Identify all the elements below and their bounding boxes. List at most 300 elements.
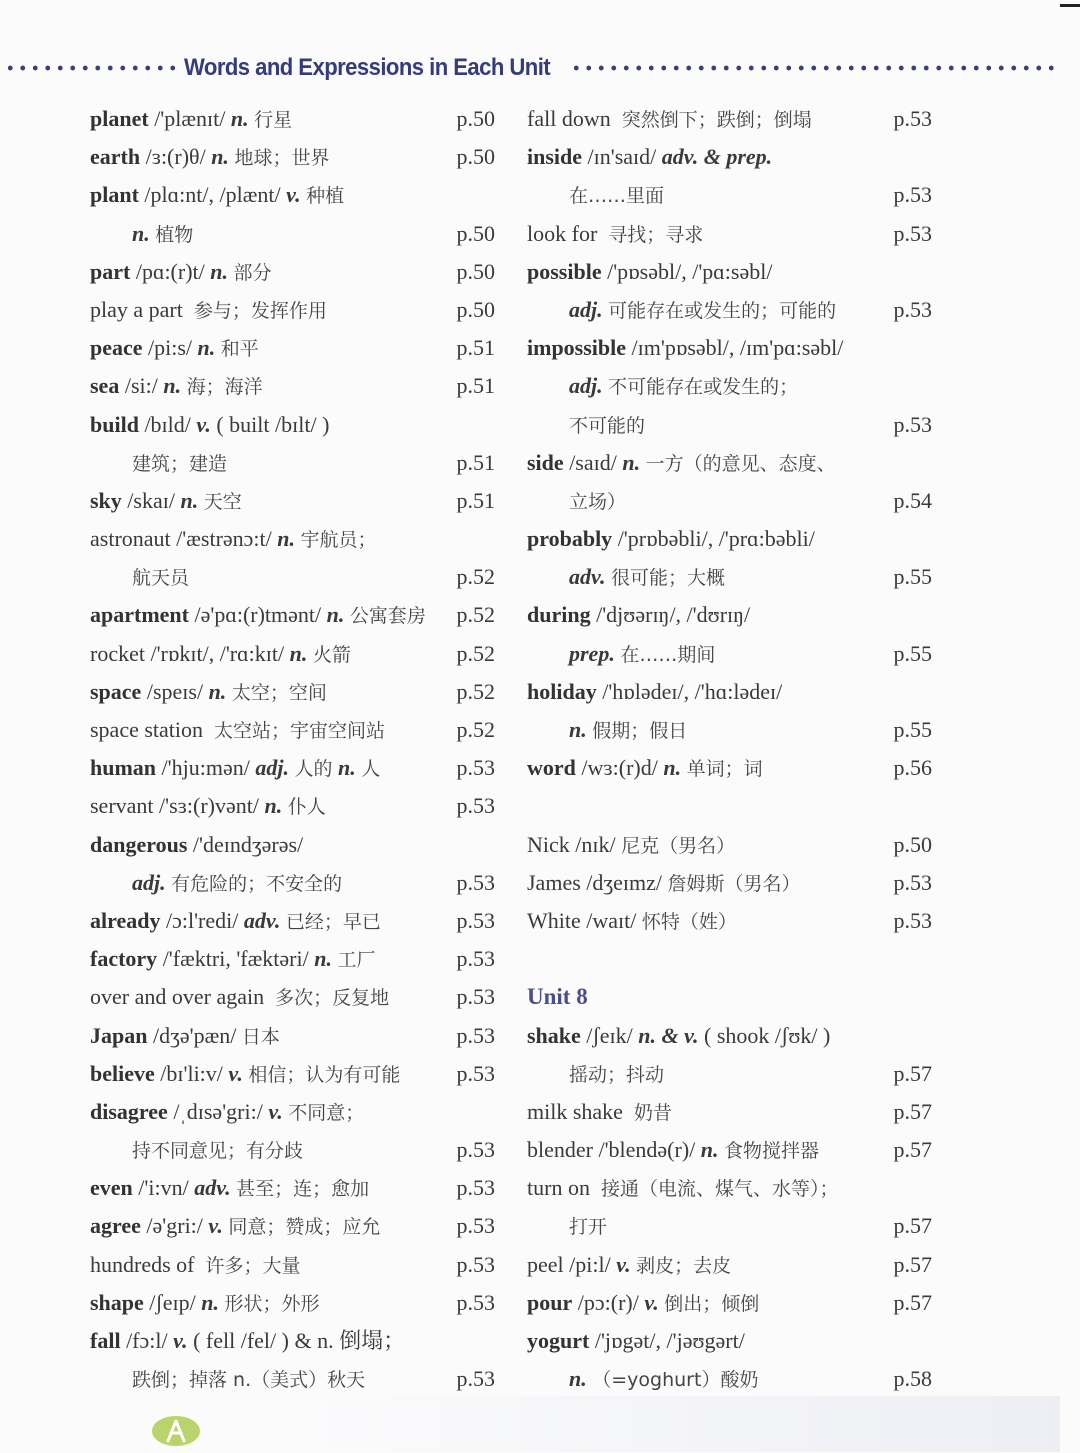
entry-text — [90, 787, 326, 826]
phonetic: /'hɒlədeɪ/, /'hɑ:lədeɪ/ — [602, 678, 783, 704]
entry-text — [527, 864, 801, 903]
list-item — [90, 558, 495, 596]
phonetic: /speɪs/ — [146, 678, 204, 704]
translation: 种植 — [306, 185, 345, 208]
page-ref: p.57 — [893, 1098, 932, 1124]
translation: 立场） — [569, 490, 627, 513]
translation: 倒出；倾倒 — [664, 1292, 760, 1315]
translation: 在……里面 — [569, 185, 665, 208]
list-item — [527, 978, 932, 1016]
entry-text — [527, 253, 772, 291]
phrase: play a part — [90, 296, 183, 322]
phonetic: /ˌdɪsə'gri:/ — [173, 1098, 263, 1124]
part-of-speech: n. — [663, 755, 682, 781]
entry-text — [527, 1169, 838, 1208]
translation: 持不同意见；有分歧 — [132, 1140, 304, 1163]
dotted-rule-left — [4, 65, 176, 71]
entry-text — [90, 1284, 320, 1323]
translation: 航天员 — [132, 567, 190, 590]
page-ref: p.50 — [456, 296, 495, 322]
phonetic: /'deɪndʒərəs/ — [192, 831, 304, 857]
translation: 和平 — [220, 338, 259, 361]
page-ref: p.53 — [456, 793, 495, 819]
list-item — [90, 711, 495, 749]
phonetic: /'sɜ:(r)vənt/ — [159, 793, 259, 819]
page-ref: p.57 — [893, 1060, 932, 1086]
translation: 不可能存在或发生的； — [608, 376, 799, 399]
phonetic: /'blendə(r)/ — [598, 1137, 696, 1163]
list-item — [90, 253, 495, 291]
phonetic: /dʒə'pæn/ — [152, 1022, 237, 1048]
page-ref: p.58 — [893, 1366, 932, 1392]
entry-text — [90, 1246, 301, 1285]
page-ref: p.53 — [456, 1251, 495, 1277]
translation: 奶昔 — [633, 1101, 672, 1124]
entry-text — [90, 100, 292, 139]
phonetic: /'rɒkɪt/, /'rɑ:kɪt/ — [150, 640, 285, 666]
phonetic: /bɪ'li:v/ — [160, 1060, 223, 1086]
part-of-speech: n. — [264, 793, 283, 819]
page-ref: p.50 — [456, 106, 495, 131]
entry-text — [527, 558, 725, 597]
entry-text — [90, 978, 389, 1017]
list-item — [90, 329, 495, 367]
translation: 甚至；连；愈加 — [236, 1178, 370, 1201]
headword: human — [90, 755, 157, 781]
headword: agree — [90, 1213, 141, 1239]
phonetic: /si:/ — [124, 373, 158, 399]
headword: space — [90, 678, 142, 704]
headword: fall — [90, 1328, 121, 1353]
list-item — [90, 215, 495, 253]
page-ref: p.53 — [893, 220, 932, 246]
page-ref: p.53 — [893, 182, 932, 208]
phrase: over and over again — [90, 984, 265, 1010]
headword: shake — [527, 1022, 581, 1048]
headword: yogurt — [527, 1328, 590, 1353]
entry-text — [90, 367, 263, 406]
list-item — [527, 596, 932, 634]
page-ref: p.52 — [456, 640, 495, 666]
phrase: space station — [90, 717, 204, 742]
part-of-speech: adv. — [243, 907, 281, 933]
page-ref: p.55 — [893, 640, 932, 666]
part-of-speech: v. — [268, 1098, 283, 1124]
part-of-speech: n. — [622, 449, 641, 475]
entry-text — [527, 673, 782, 711]
entry-text — [90, 1131, 303, 1170]
translation: 地球；世界 — [234, 147, 330, 170]
list-item — [90, 1207, 495, 1245]
part-of-speech: adv. — [569, 564, 606, 590]
entry-text — [527, 100, 812, 139]
entry-text — [90, 596, 426, 635]
translation: 植物 — [155, 223, 194, 246]
part-of-speech: n. — [132, 220, 150, 246]
spacer — [527, 787, 932, 825]
list-item — [527, 902, 932, 940]
page-ref: p.52 — [456, 717, 495, 742]
phonetic: /wɜ:(r)d/ — [581, 755, 658, 781]
phonetic: /ɔ:l'redi/ — [165, 907, 239, 933]
translation: 接通（电流、煤气、水等）； — [600, 1178, 839, 1201]
list-item — [527, 1169, 932, 1207]
page-ref: p.53 — [893, 907, 932, 933]
translation: 可能存在或发生的；可能的 — [608, 299, 837, 322]
page-ref: p.53 — [456, 1022, 495, 1048]
phonetic: /ə'pɑ:(r)tmənt/ — [194, 602, 322, 628]
entry-text — [527, 329, 843, 367]
headword: servant — [90, 793, 154, 819]
headword: word — [527, 755, 576, 781]
phonetic: /pi:s/ — [148, 335, 193, 361]
entry-text — [527, 291, 836, 330]
translation: 公寓套房 — [349, 605, 426, 628]
page-ref: p.51 — [456, 487, 495, 513]
headword: believe — [90, 1060, 155, 1086]
list-item — [90, 138, 495, 176]
translation: 有危险的；不安全的 — [171, 872, 343, 895]
part-of-speech: v. — [196, 411, 211, 437]
list-item — [527, 711, 932, 749]
phonetic: /skaɪ/ — [127, 487, 175, 513]
page-ref: p.50 — [893, 831, 932, 857]
entry-text — [527, 1360, 758, 1399]
translation: 一方（的意见、态度、 — [645, 452, 836, 475]
list-item — [90, 1055, 495, 1093]
list-item — [90, 406, 495, 444]
entry-text — [527, 1131, 819, 1170]
entry-text — [90, 711, 385, 750]
entry-text — [527, 1207, 607, 1246]
phonetic: /pɔ:(r)/ — [577, 1289, 639, 1315]
list-item — [90, 1093, 495, 1131]
part-of-speech: n. — [163, 373, 182, 399]
entry-text — [527, 1093, 672, 1132]
phonetic: /ɪn'saɪd/ — [587, 144, 657, 170]
translation: 形状；外形 — [224, 1292, 320, 1315]
list-item — [527, 1055, 932, 1093]
part-of-speech: v. — [228, 1060, 243, 1086]
page-ref: p.52 — [456, 602, 495, 628]
translation: 假期；假日 — [592, 720, 688, 742]
headword: during — [527, 602, 591, 628]
headword: dangerous — [90, 831, 188, 857]
list-item — [527, 367, 932, 405]
entry-text — [527, 1284, 759, 1323]
translation: 行星 — [254, 109, 293, 131]
phonetic: /fɔ:l/ — [126, 1328, 168, 1353]
watermark — [300, 1396, 1060, 1452]
list-item — [527, 1093, 932, 1131]
entry-text — [527, 902, 737, 941]
list-item — [90, 596, 495, 634]
page-ref: p.53 — [456, 1137, 495, 1163]
phonetic: /ɜ:(r)θ/ — [145, 144, 206, 170]
translation: 突然倒下；跌倒；倒塌 — [621, 109, 812, 131]
list-item — [90, 1169, 495, 1207]
translation: 太空站；宇宙空间站 — [214, 720, 386, 742]
page-ref: p.51 — [456, 373, 495, 399]
phonetic: /'hju:mən/ — [161, 755, 250, 781]
phonetic: /ʃeɪp/ — [149, 1289, 196, 1315]
phrase: fall down — [527, 106, 611, 131]
part-of-speech: n. — [208, 678, 227, 704]
page-ref: p.53 — [893, 869, 932, 895]
phrase: look for — [527, 220, 598, 246]
page-ref: p.53 — [456, 1289, 495, 1315]
headword: sea — [90, 373, 120, 399]
translation: 太空；空间 — [231, 681, 327, 704]
translation: 同意；赞成；应允 — [228, 1216, 381, 1239]
entry-text — [527, 1055, 664, 1094]
entry-text — [90, 864, 342, 903]
translation: 尼克（男名） — [621, 834, 736, 857]
translation: 很可能；大概 — [610, 567, 725, 590]
part-of-speech: adj. — [255, 755, 289, 781]
list-item — [527, 1322, 932, 1360]
phonetic: /'jɒgət/, /'jəʊgərt/ — [594, 1328, 745, 1353]
part-of-speech: prep. — [569, 640, 615, 666]
list-item — [527, 864, 932, 902]
part-of-speech: adv. — [194, 1175, 231, 1201]
entry-text — [90, 1207, 380, 1246]
translation: 詹姆斯（男名） — [667, 872, 801, 895]
entry-text — [90, 558, 189, 597]
phonetic: /dʒeɪmz/ — [586, 869, 663, 895]
publisher-logo — [152, 1416, 200, 1446]
part-of-speech: adv. & prep. — [661, 144, 773, 170]
list-item — [527, 176, 932, 214]
entry-text — [90, 520, 377, 559]
list-item — [90, 482, 495, 520]
translation: 单词；词 — [686, 758, 763, 781]
page-ref: p.51 — [456, 449, 495, 475]
headword: holiday — [527, 678, 597, 704]
headword: James — [527, 869, 581, 895]
list-item — [90, 673, 495, 711]
list-item — [90, 1322, 495, 1360]
list-item — [90, 787, 495, 825]
dotted-rule-right — [570, 65, 1056, 71]
inflection: ( shook /ʃʊk/ ) — [704, 1022, 831, 1048]
entry-text — [90, 1055, 400, 1094]
entry-text — [527, 1017, 830, 1055]
list-item — [90, 1360, 495, 1398]
page-ref: p.53 — [456, 1175, 495, 1201]
part-of-speech: v. — [208, 1213, 223, 1239]
headword: already — [90, 907, 161, 933]
part-of-speech: n. — [201, 1289, 219, 1315]
part-of-speech: v. — [286, 182, 301, 208]
entry-text — [90, 482, 242, 521]
translation: 仆人 — [287, 796, 326, 819]
headword: White — [527, 907, 581, 933]
headword: Nick — [527, 831, 570, 857]
left-column — [90, 100, 495, 1398]
part-of-speech: n. — [180, 487, 199, 513]
list-item — [527, 215, 932, 253]
translation: 在……期间 — [620, 643, 716, 666]
list-item — [527, 444, 932, 482]
page-ref: p.52 — [456, 678, 495, 704]
phonetic: /ə'gri:/ — [146, 1213, 203, 1239]
translation: 工厂 — [337, 949, 376, 972]
headword: side — [527, 449, 564, 475]
part-of-speech: adj. — [569, 373, 603, 399]
part-of-speech: n. — [289, 640, 308, 666]
list-item — [90, 826, 495, 864]
list-item — [90, 749, 495, 787]
translation: 摇动；抖动 — [569, 1063, 665, 1086]
list-item — [527, 1131, 932, 1169]
translation: 日本 — [241, 1025, 280, 1048]
entry-text — [527, 520, 815, 558]
translation: 多次；反复地 — [275, 987, 390, 1010]
entry-text — [90, 176, 344, 215]
list-item — [527, 1246, 932, 1284]
part-of-speech: n. — [700, 1137, 719, 1163]
entry-text — [527, 215, 703, 254]
headword: possible — [527, 258, 602, 284]
entry-text — [90, 1322, 405, 1360]
translation: 海；海洋 — [186, 376, 263, 399]
logo-icon — [156, 1418, 196, 1444]
entry-text — [527, 635, 715, 674]
page-ref: p.53 — [893, 296, 932, 322]
list-item — [90, 1284, 495, 1322]
translation: 不同意； — [288, 1101, 365, 1124]
entry-text — [90, 329, 259, 368]
entry-text — [90, 291, 327, 330]
list-item — [90, 367, 495, 405]
list-item — [90, 444, 495, 482]
page-ref: p.53 — [456, 755, 495, 781]
list-item — [90, 520, 495, 558]
headword: disagree — [90, 1098, 168, 1124]
entry-text — [527, 482, 626, 521]
page-ref: p.55 — [893, 717, 932, 742]
page-ref: p.57 — [893, 1251, 932, 1277]
phonetic: /'i:vn/ — [138, 1175, 189, 1201]
translation: 许多；大量 — [205, 1254, 301, 1277]
page-title: Words and Expressions in Each Unit — [184, 54, 551, 81]
inflection: ( built /bɪlt/ ) — [216, 411, 330, 437]
headword: build — [90, 411, 139, 437]
scan-mark — [1060, 4, 1080, 7]
headword: factory — [90, 946, 158, 972]
part-of-speech: adj. — [569, 296, 603, 322]
part-of-speech: n. — [211, 144, 229, 170]
entry-text — [527, 596, 750, 634]
translation: 已经；早已 — [285, 910, 381, 933]
page-ref: p.54 — [893, 487, 932, 513]
translation: 不可能的 — [569, 414, 646, 437]
phonetic: /bɪld/ — [144, 411, 191, 437]
entry-text — [527, 406, 645, 445]
translation: 剥皮；去皮 — [636, 1254, 732, 1277]
list-item — [90, 1246, 495, 1284]
part-of-speech: v. — [173, 1328, 188, 1353]
part-of-speech: n. — [230, 106, 249, 131]
entry-text — [90, 940, 375, 979]
list-item — [90, 1017, 495, 1055]
headword: peel — [527, 1251, 564, 1277]
entry-text — [90, 826, 303, 864]
list-item — [527, 1207, 932, 1245]
translation: 火箭 — [312, 643, 351, 666]
phonetic: /pi:l/ — [569, 1251, 611, 1277]
list-item — [90, 635, 495, 673]
headword: planet — [90, 106, 149, 131]
headword: impossible — [527, 335, 627, 361]
entry-text — [527, 367, 798, 406]
list-item — [527, 482, 932, 520]
entry-text — [527, 1246, 731, 1285]
phonetic: /'fæktri, 'fæktəri/ — [162, 946, 309, 972]
translation: 人的 — [294, 758, 333, 781]
translation: 寻找；寻求 — [608, 223, 704, 246]
translation: 相信；认为有可能 — [248, 1063, 401, 1086]
entry-text — [90, 1169, 369, 1208]
list-item — [527, 291, 932, 329]
phonetic: /ɪm'pɒsəbl/, /ɪm'pɑ:səbl/ — [631, 335, 844, 361]
headword: Japan — [90, 1022, 148, 1048]
headword: part — [90, 258, 131, 284]
list-item — [90, 176, 495, 214]
entry-text — [90, 902, 381, 941]
page-ref: p.55 — [893, 564, 932, 590]
list-item — [527, 673, 932, 711]
list-item — [527, 138, 932, 176]
translation: （=yoghurt）酸奶 — [592, 1369, 759, 1392]
list-item — [527, 1017, 932, 1055]
translation: 参与；发挥作用 — [193, 299, 327, 322]
list-item — [527, 749, 932, 787]
phonetic: /nɪk/ — [575, 831, 616, 857]
page-ref: p.53 — [456, 869, 495, 895]
translation: 部分 — [233, 261, 272, 284]
list-item — [527, 406, 932, 444]
list-item — [90, 1131, 495, 1169]
headword: even — [90, 1175, 133, 1201]
page-ref: p.57 — [893, 1289, 932, 1315]
part-of-speech: n. — [326, 602, 345, 628]
entry-text — [527, 711, 687, 750]
list-item — [90, 940, 495, 978]
phrase: milk shake — [527, 1098, 623, 1124]
entry-text — [90, 1360, 365, 1399]
translation: 天空 — [203, 490, 242, 513]
headword: peace — [90, 335, 143, 361]
part-of-speech: n. — [197, 335, 216, 361]
headword: earth — [90, 144, 141, 170]
phonetic: /waɪt/ — [586, 907, 637, 933]
headword: shape — [90, 1289, 144, 1315]
phonetic: /ʃeɪk/ — [586, 1022, 633, 1048]
list-item — [527, 635, 932, 673]
page-ref: p.50 — [456, 144, 495, 170]
phonetic: /'djʊərɪŋ/, /'dʊrɪŋ/ — [596, 602, 751, 628]
part-of-speech: n. — [569, 1366, 587, 1392]
page-ref: p.57 — [893, 1137, 932, 1163]
right-column — [527, 100, 932, 1398]
headword: probably — [527, 526, 613, 552]
page-ref: p.53 — [456, 1213, 495, 1239]
unit-heading: Unit 8 — [527, 984, 588, 1010]
page-ref: p.53 — [893, 411, 932, 437]
part-of-speech: n. — [210, 258, 229, 284]
